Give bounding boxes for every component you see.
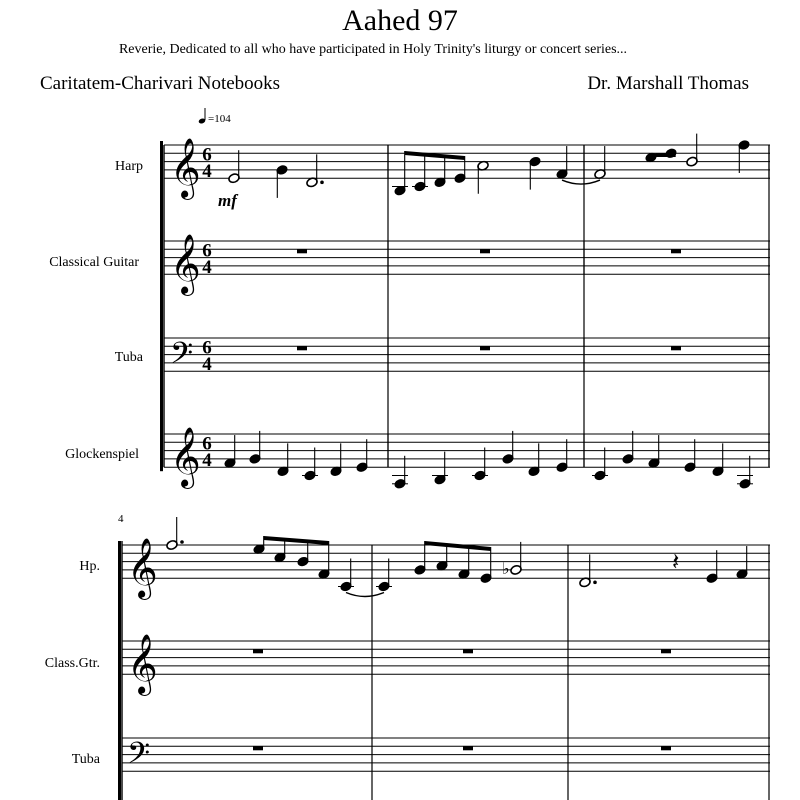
whole-rest-icon	[463, 746, 473, 750]
note-beam	[425, 541, 491, 551]
system-2	[118, 538, 770, 800]
system-1	[160, 138, 770, 489]
instrument-label-hp: Hp.	[79, 559, 100, 574]
time-signature-bottom: 4	[202, 354, 212, 376]
note-beam	[264, 536, 329, 545]
whole-rest-icon	[253, 746, 263, 750]
instrument-label-harp: Harp	[115, 159, 143, 174]
whole-rest-icon	[463, 649, 473, 653]
tempo-marking	[198, 108, 231, 125]
bass-clef-icon: 𝄢	[170, 336, 194, 378]
notes-layer	[166, 134, 753, 597]
treble-clef-icon: 𝄞	[127, 538, 158, 599]
whole-rest-icon	[671, 249, 681, 253]
whole-rest-icon	[661, 649, 671, 653]
score-subtitle: Reverie, Dedicated to all who have participated in Holy Trinity's liturgy or concert series...	[118, 42, 628, 57]
score-title: Aahed 97	[342, 4, 458, 37]
instrument-label-tuba-short: Tuba	[71, 752, 100, 767]
instrument-label-tuba: Tuba	[114, 350, 143, 365]
dynamic-marking: mf	[218, 191, 237, 210]
staff-3	[164, 338, 770, 371]
augmentation-dot	[320, 181, 324, 185]
instrument-label-glockenspiel: Glockenspiel	[65, 447, 139, 462]
staff-6	[122, 641, 770, 674]
quarter-rest-icon: 𝄽	[672, 547, 680, 576]
staff-7	[122, 738, 770, 771]
system-bracket	[118, 541, 121, 800]
time-signature-bottom: 4	[202, 257, 212, 279]
time-signature-top: 6	[202, 144, 212, 166]
whole-rest-icon	[297, 249, 307, 253]
staff-1	[164, 145, 770, 178]
whole-rest-icon	[480, 346, 490, 350]
whole-rest-icon	[671, 346, 681, 350]
augmentation-dot	[180, 540, 184, 544]
whole-rest-icon	[661, 746, 671, 750]
whole-rest-icon	[253, 649, 263, 653]
instrument-label-class-gtr: Class.Gtr.	[44, 656, 100, 671]
lyricist-label: Caritatem-Charivari Notebooks	[40, 73, 281, 94]
composer-label: Dr. Marshall Thomas	[587, 73, 749, 94]
time-signature-top: 6	[202, 240, 212, 262]
measure-number: 4	[118, 513, 124, 525]
tempo-value: =104	[208, 113, 231, 125]
staff-2	[164, 241, 770, 274]
time-signature-bottom: 4	[202, 450, 212, 472]
tie	[346, 593, 384, 597]
treble-clef-icon: 𝄞	[127, 634, 158, 695]
treble-clef-icon: 𝄞	[170, 138, 201, 199]
treble-clef-icon: 𝄞	[170, 427, 201, 488]
whole-rest-icon	[480, 249, 490, 253]
augmentation-dot	[593, 581, 597, 585]
time-signature-top: 6	[202, 433, 212, 455]
treble-clef-icon: 𝄞	[170, 234, 201, 295]
note-beam	[656, 153, 676, 157]
instrument-label-classical-guitar: Classical Guitar	[49, 255, 139, 270]
bass-clef-icon: 𝄢	[127, 736, 151, 778]
time-signature-top: 6	[202, 337, 212, 359]
whole-rest-icon	[297, 346, 307, 350]
system-bracket	[160, 141, 163, 471]
time-signature-bottom: 4	[202, 161, 212, 183]
note-beam	[405, 151, 465, 160]
tie	[562, 180, 600, 184]
flat-icon: ♭	[502, 558, 510, 578]
